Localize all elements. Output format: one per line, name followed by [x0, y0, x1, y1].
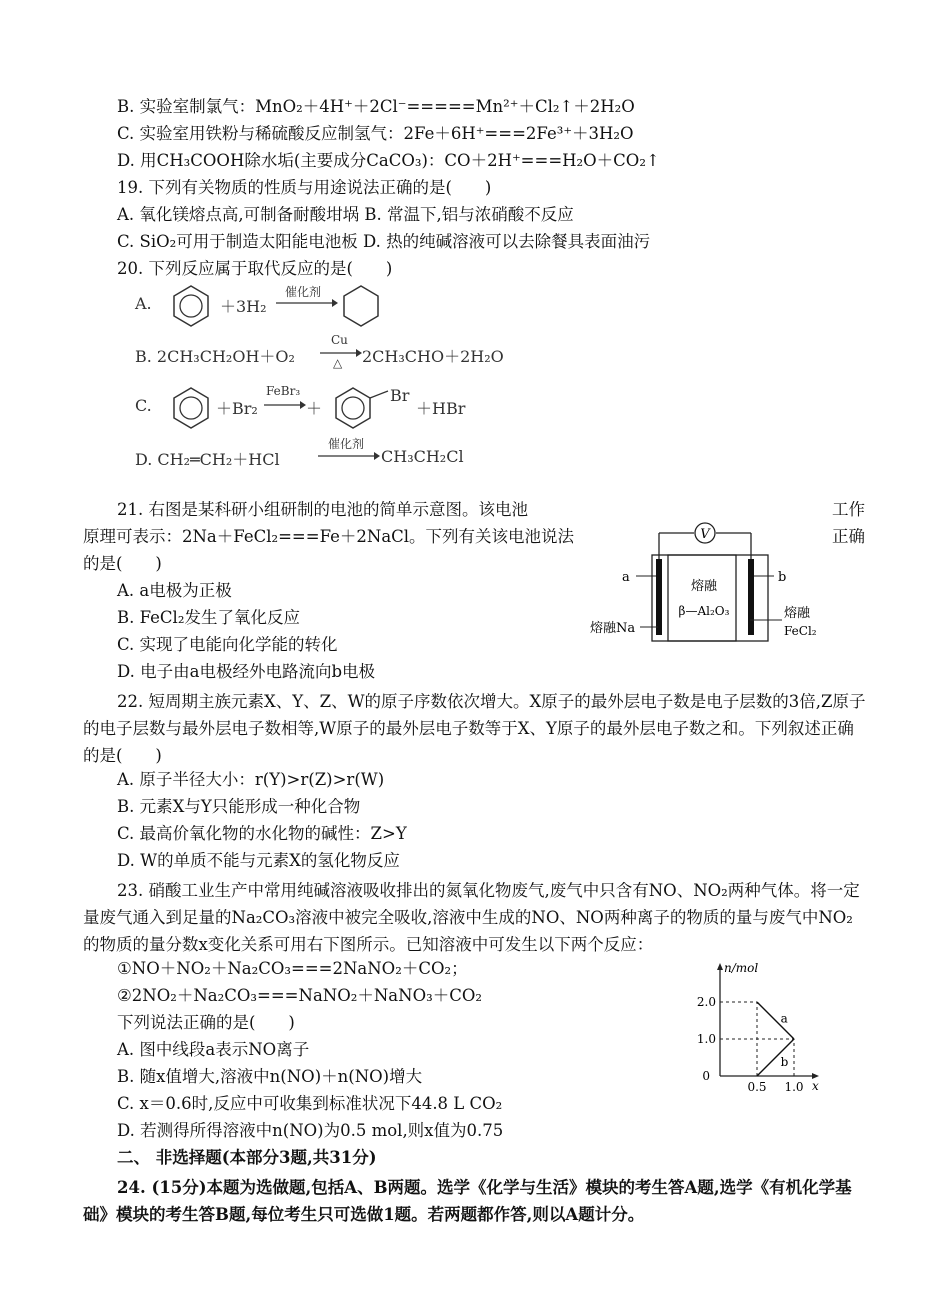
melt-label: 熔融	[690, 579, 718, 594]
q18-option-b: B. 实验室制氯气：MnO₂＋4H⁺＋2Cl⁻=====Mn²⁺＋Cl₂↑＋2H₂O	[117, 97, 635, 116]
q21-line1: 21. 右图是某科研小组研制的电池的简单示意图。该电池	[117, 500, 528, 519]
molten-fecl2-label-top: 熔融	[784, 606, 811, 621]
cyclohexane-ring-icon	[338, 283, 384, 329]
q23-chart	[670, 958, 819, 1094]
q21-option-a: A. a电极为正极	[117, 581, 232, 600]
x-axis-label: x	[812, 1079, 819, 1093]
q20-d-reactants: D. CH₂═CH₂＋HCl	[135, 450, 280, 469]
q20-d-catalyst: 催化剂	[328, 437, 365, 451]
electrode-a-label: a	[622, 570, 630, 585]
q20-c-plus: ＋	[306, 399, 323, 418]
q23-ask: 下列说法正确的是( )	[117, 1013, 295, 1032]
q21-option-d: D. 电子由a电极经外电路流向b电极	[117, 662, 376, 681]
q21-line1-end: 工作	[832, 500, 865, 519]
reaction-arrow-icon	[276, 298, 338, 308]
electrode-a	[656, 559, 662, 635]
y-axis-label: n/mol	[724, 961, 759, 975]
q18-option-c: C. 实验室用铁粉与稀硫酸反应制氢气：2Fe＋6H⁺===2Fe³⁺＋3H₂O	[117, 124, 634, 143]
q20-c-br: Br	[390, 386, 410, 405]
q22-option-c: C. 最高价氧化物的水化物的碱性：Z>Y	[117, 824, 407, 843]
electrode-b	[748, 559, 754, 635]
q20-b-catalyst-bottom: △	[333, 356, 343, 370]
q23-option-a: A. 图中线段a表示NO离子	[117, 1040, 310, 1059]
q22-stem: 22. 短周期主族元素X、Y、Z、W的原子序数依次增大。X原子的最外层电子数是电子层数的3倍,Z原子的电子层数与最外层电子数相等,W原子的最外层电子数等于X、Y原子的最外层电子数之和。下列叙述正确的是( )	[83, 692, 866, 765]
molten-na-label: 熔融Na	[590, 621, 636, 636]
battery-diagram	[588, 515, 828, 645]
q20-c-catalyst: FeBr₃	[266, 384, 301, 398]
reaction-arrow-icon	[318, 451, 380, 461]
q19-stem: 19. 下列有关物质的性质与用途说法正确的是( )	[117, 178, 492, 197]
molten-fecl2-label-bottom: FeCl₂	[784, 624, 817, 638]
q20-b-products: 2CH₃CHO＋2H₂O	[362, 347, 504, 366]
origin-label: 0	[702, 1069, 710, 1083]
q23-option-c: C. x＝0.6时,反应中可收集到标准状况下44.8 L CO₂	[117, 1094, 503, 1113]
series-line-b	[757, 1039, 794, 1076]
q20-c-br2: ＋Br₂	[216, 399, 258, 418]
q20-c-hbr: ＋HBr	[416, 399, 466, 418]
q19-options-ab: A. 氧化镁熔点高,可制备耐酸坩埚 B. 常温下,铝与浓硝酸不反应	[117, 205, 574, 224]
y-tick-label: 1.0	[696, 1032, 716, 1046]
q22-option-b: B. 元素X与Y只能形成一种化合物	[117, 797, 361, 816]
benzene-ring-icon	[168, 385, 214, 431]
q20-c-label: C.	[135, 396, 152, 415]
q20-a-catalyst: 催化剂	[285, 285, 322, 299]
q19-options-cd: C. SiO₂可用于制造太阳能电池板 D. 热的纯碱溶液可以去除餐具表面油污	[117, 232, 651, 251]
q23-option-b: B. 随x值增大,溶液中n(NO)＋n(NO)增大	[117, 1067, 423, 1086]
x-tick-label: 1.0	[784, 1080, 804, 1094]
electrode-b-label: b	[778, 570, 787, 585]
x-tick-label: 0.5	[747, 1080, 767, 1094]
voltmeter-label: V	[700, 527, 710, 542]
q20-a-h2: ＋3H₂	[220, 297, 267, 316]
q20-b-reactants: B. 2CH₃CH₂OH＋O₂	[135, 347, 295, 366]
q20-stem: 20. 下列反应属于取代反应的是( )	[117, 259, 393, 278]
q21-line2-end: 正确	[832, 527, 865, 546]
q21-line2: 原理可表示：2Na＋FeCl₂===Fe＋2NaCl。下列有关该电池说法	[83, 527, 575, 546]
series-line-a	[757, 1002, 794, 1039]
q23-stem: 23. 硝酸工业生产中常用纯碱溶液吸收排出的氮氧化物废气,废气中只含有NO、NO₂两种气体。将一定量废气通入到足量的Na₂CO₃溶液中被完全吸收,溶液中生成的NO、NO两种离子的物质的量与废气中NO₂的物质的量分数x变化关系可用右下图所示。已知溶液中可发生以下两个反应：	[83, 881, 860, 954]
q23-reaction-2: ②2NO₂＋Na₂CO₃===NaNO₂＋NaNO₃＋CO₂	[117, 986, 482, 1005]
section-2-heading: 二、 非选择题(本部分3题,共31分)	[117, 1148, 377, 1167]
y-axis-arrow	[717, 963, 723, 970]
bromobenzene-ring-icon	[330, 385, 390, 431]
q21-option-c: C. 实现了电能向化学能的转化	[117, 635, 338, 654]
q20-b-catalyst-top: Cu	[331, 333, 348, 347]
beta-alumina-label: β—Al₂O₃	[678, 604, 730, 618]
q20-d-product: CH₃CH₂Cl	[381, 447, 464, 466]
q23-option-d: D. 若测得所得溶液中n(NO)为0.5 mol,则x值为0.75	[117, 1121, 504, 1140]
q22-option-d: D. W的单质不能与元素X的氢化物反应	[117, 851, 400, 870]
q18-option-d: D. 用CH₃COOH除水垢(主要成分CaCO₃)：CO＋2H⁺===H₂O＋CO₂↑	[117, 151, 660, 170]
q21-option-b: B. FeCl₂发生了氧化反应	[117, 608, 300, 627]
q20-a-label: A.	[135, 294, 152, 313]
series-label-a: a	[780, 1011, 788, 1026]
y-tick-label: 2.0	[696, 995, 716, 1009]
q23-reaction-1: ①NO＋NO₂＋Na₂CO₃===2NaNO₂＋CO₂；	[117, 959, 468, 978]
series-label-b: b	[780, 1054, 789, 1069]
reaction-arrow-icon	[264, 400, 306, 410]
beta-alumina-tube	[668, 555, 736, 641]
q21-line3: 的是( )	[83, 554, 162, 573]
q24-stem: 24. (15分)本题为选做题,包括A、B两题。选学《化学与生活》模块的考生答A题,选学《有机化学基础》模块的考生答B题,每位考生只可选做1题。若两题都作答,则以A题计分。	[83, 1178, 852, 1224]
q22-option-a: A. 原子半径大小：r(Y)>r(Z)>r(W)	[117, 770, 385, 789]
benzene-ring-icon	[168, 283, 214, 329]
